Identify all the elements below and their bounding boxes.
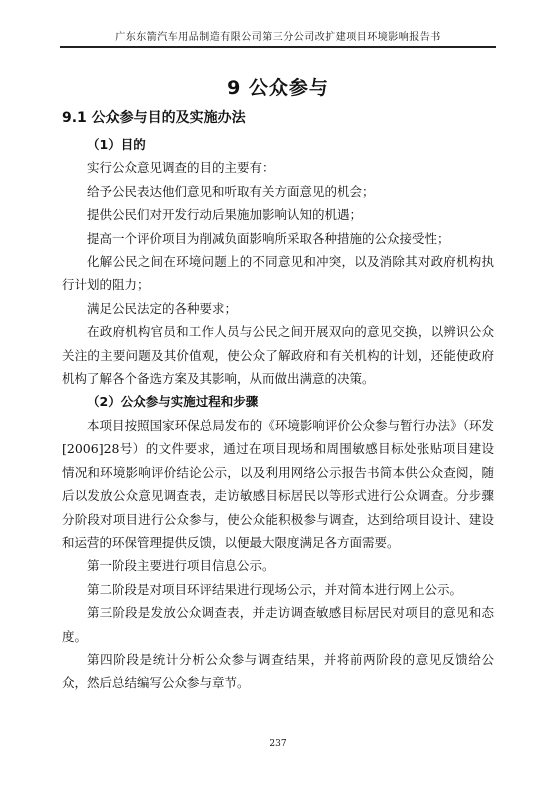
paragraph: 化解公民之间在环境问题上的不同意见和冲突，以及消除其对政府机构执行计划的阻力； <box>62 254 494 293</box>
paragraph: 第三阶段是发放公众调查表，并走访调查敏感目标居民对项目的意见和态度。 <box>62 605 494 644</box>
body-content <box>62 133 494 695</box>
paragraph: 满足公民法定的各种要求； <box>87 300 238 316</box>
paragraph: 第四阶段是统计分析公众参与调查结果，并将前两阶段的意见反馈给公众，然后总结编写公众参与章节。 <box>62 651 494 691</box>
paragraph: 本项目按照国家环保总局发布的《环境影响评价公众参与暂行办法》（环发[2006]28号）的文件要求，通过在项目现场和周围敏感目标处张贴项目建设情况和环境影响评价结论公示，以及利用网络公示报告书简本供公众查阅，随后以发放公众意见调查表，走访敏感目标居民以等形式进行公众调查。分步骤分阶段对项目进行公众参与，使公众能积极参与调查，达到给项目设计、建设和运营的环保管理提供反馈，以便最大限度满足各方面需要。 <box>62 417 494 550</box>
page-number: 237 <box>269 739 287 749</box>
paragraph: 在政府机构官员和工作人员与公民之间开展双向的意见交换，以辨识公众关注的主要问题及其价值观，使公众了解政府和有关机构的计划，还能使政府机构了解各个备选方案及其影响，从而做出满意的决策。 <box>62 324 494 387</box>
paragraph: 提高一个评价项目为削减负面影响所采取各种措施的公众接受性； <box>87 230 450 246</box>
paragraph: 第一阶段主要进行项目信息公示。 <box>87 558 275 574</box>
subsection-title-purpose: （1）目的 <box>87 137 146 152</box>
section-title: 9.1 公众参与目的及实施办法 <box>62 110 246 126</box>
paragraph: 第二阶段是对项目环评结果进行现场公示，并对简本进行网上公示。 <box>87 581 463 597</box>
paragraph: 给予公民表达他们意见和听取有关方面意见的机会； <box>87 183 375 199</box>
page-header: 广东东箭汽车用品制造有限公司第三分公司改扩建项目环境影响报告书 <box>60 28 496 48</box>
header-divider <box>60 46 496 47</box>
paragraph: 提供公民们对开发行动后果施加影响认知的机遇； <box>87 207 363 223</box>
paragraph: 实行公众意见调查的目的主要有： <box>87 160 275 176</box>
subsection-title-process: （2）公众参与实施过程和步骤 <box>87 394 259 410</box>
chapter-title: 9 公众参与 <box>227 77 329 99</box>
